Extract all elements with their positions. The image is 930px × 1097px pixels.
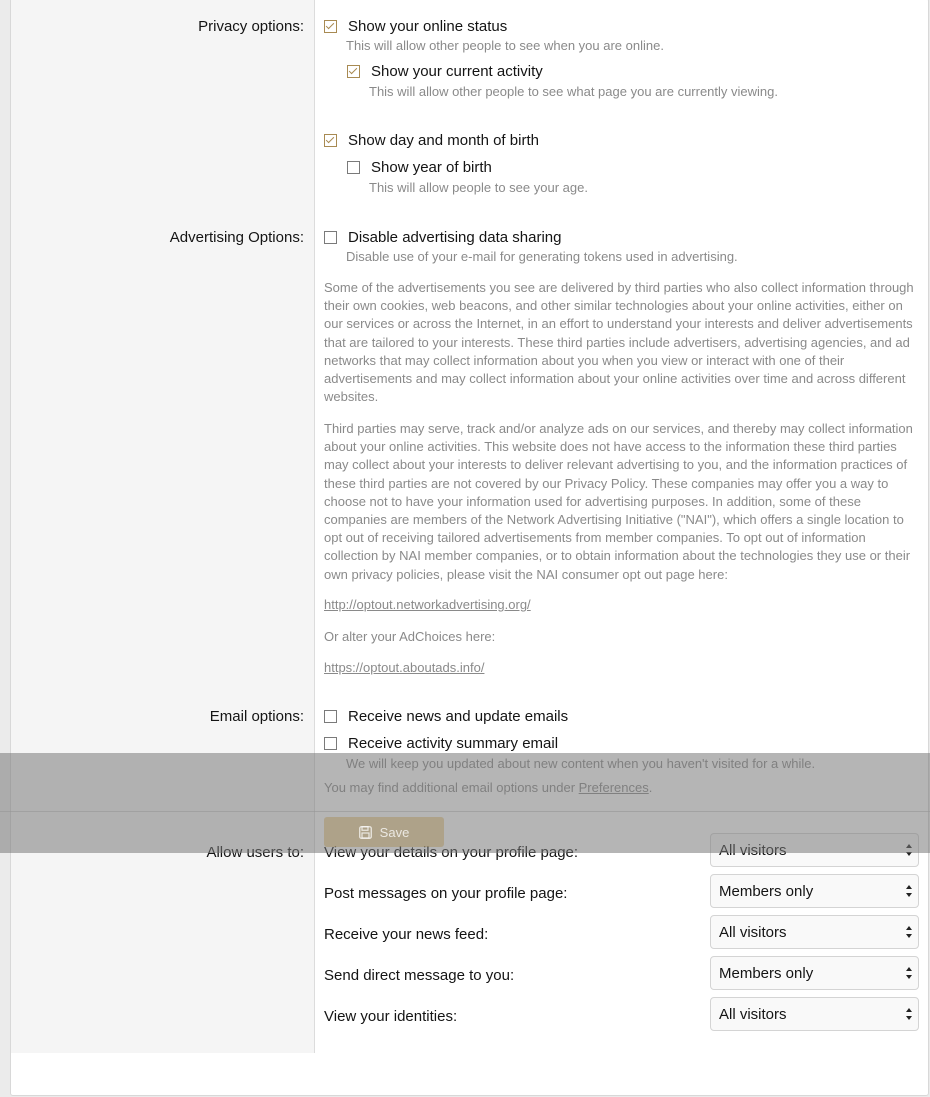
dob-day-month-label: Show day and month of birth — [348, 132, 539, 149]
email-options-label: Email options: — [209, 708, 304, 725]
perm-identities-value: All visitors — [719, 1005, 787, 1023]
select-arrows-icon — [906, 926, 912, 938]
perm-identities-label: View your identities: — [324, 1008, 458, 1025]
dob-day-month-checkbox[interactable] — [324, 134, 337, 147]
privacy-options-label: Privacy options: — [198, 18, 304, 35]
perm-direct-message-label: Send direct message to you: — [324, 967, 515, 984]
save-bar-divider — [0, 811, 930, 812]
perm-identities-select[interactable] — [710, 997, 919, 1031]
perm-post-messages-label: Post messages on your profile page: — [324, 885, 568, 902]
label-column — [11, 0, 315, 1053]
perm-direct-message-value: Members only — [719, 964, 814, 982]
perm-post-messages-value: Members only — [719, 882, 814, 900]
dob-year-option[interactable] — [347, 159, 492, 176]
perm-direct-message-select[interactable] — [710, 956, 919, 990]
nai-opt-out-link[interactable]: http://optout.networkadvertising.org/ — [324, 597, 531, 612]
advertising-options-label: Advertising Options: — [169, 229, 304, 246]
disable-ad-sharing-option[interactable] — [324, 229, 561, 246]
select-arrows-icon — [906, 1008, 912, 1020]
dob-year-checkbox[interactable] — [347, 161, 360, 174]
news-emails-checkbox[interactable] — [324, 710, 337, 723]
disable-ad-sharing-label: Disable advertising data sharing — [348, 229, 562, 246]
online-status-hint: This will allow other people to see when you are online. — [346, 38, 664, 53]
ad-disclosure-paragraph-2: Third parties may serve, track and/or analyze ads on our services, and thereby may collect information about your online activities. This website does not have access to the information these third parties may collect about your interests to deliver relevant advertising to you, and the information practices of these third parties are not covered by our Privacy Policy. These companies may offer you a way to choose not to have your information used for advertising purposes. In addition, some of these companies are members of the Network Advertising Initiative ("NAI"), which offers a single location to opt out of receiving tailored advertisements from member companies. To opt out of information collection by NAI member companies, or to obtain information about the technologies they use or their own privacy policies, please visit the NAI consumer opt out page here: — [324, 421, 913, 582]
dob-day-month-option[interactable] — [324, 132, 539, 149]
select-arrows-icon — [906, 885, 912, 897]
current-activity-hint: This will allow other people to see what page you are currently viewing. — [369, 84, 778, 99]
save-icon — [359, 826, 372, 839]
save-button-label: Save — [379, 824, 410, 840]
perm-news-feed-value: All visitors — [719, 923, 787, 941]
disable-ad-sharing-hint: Disable use of your e-mail for generating tokens used in advertising. — [346, 249, 738, 264]
summary-email-checkbox[interactable] — [324, 737, 337, 750]
disable-ad-sharing-checkbox[interactable] — [324, 231, 337, 244]
adchoices-link[interactable]: https://optout.aboutads.info/ — [324, 660, 485, 675]
current-activity-checkbox[interactable] — [347, 65, 360, 78]
summary-email-option[interactable] — [324, 735, 558, 752]
save-button[interactable] — [324, 817, 444, 847]
news-emails-option[interactable] — [324, 708, 568, 725]
perm-post-messages-select[interactable] — [710, 874, 919, 908]
perm-news-feed-select[interactable] — [710, 915, 919, 949]
current-activity-option[interactable] — [347, 63, 543, 80]
perm-news-feed-label: Receive your news feed: — [324, 926, 489, 943]
summary-email-label: Receive activity summary email — [348, 735, 559, 752]
dob-year-hint: This will allow people to see your age. — [369, 180, 588, 195]
news-emails-label: Receive news and update emails — [348, 708, 569, 725]
ad-disclosure-paragraph-1: Some of the advertisements you see are delivered by third parties who also collect information through their own cookies, web beacons, and other similar technologies about your online activities, either on our services or across the Internet, in an effort to understand your interests and deliver advertisements that are tailored to your interests. These third parties include advertisers, advertising agencies, and ad networks that may collect information about you when you view or interact with one of their advertisements and may collect information about your online activities over time and across different websites. — [324, 280, 914, 405]
select-arrows-icon — [906, 967, 912, 979]
online-status-checkbox[interactable] — [324, 20, 337, 33]
online-status-label: Show your online status — [348, 18, 508, 35]
sticky-save-bar — [0, 753, 930, 853]
adchoices-text: Or alter your AdChoices here: — [324, 629, 496, 644]
dob-year-label: Show year of birth — [371, 159, 492, 176]
current-activity-label: Show your current activity — [371, 63, 543, 80]
online-status-option[interactable] — [324, 18, 507, 35]
